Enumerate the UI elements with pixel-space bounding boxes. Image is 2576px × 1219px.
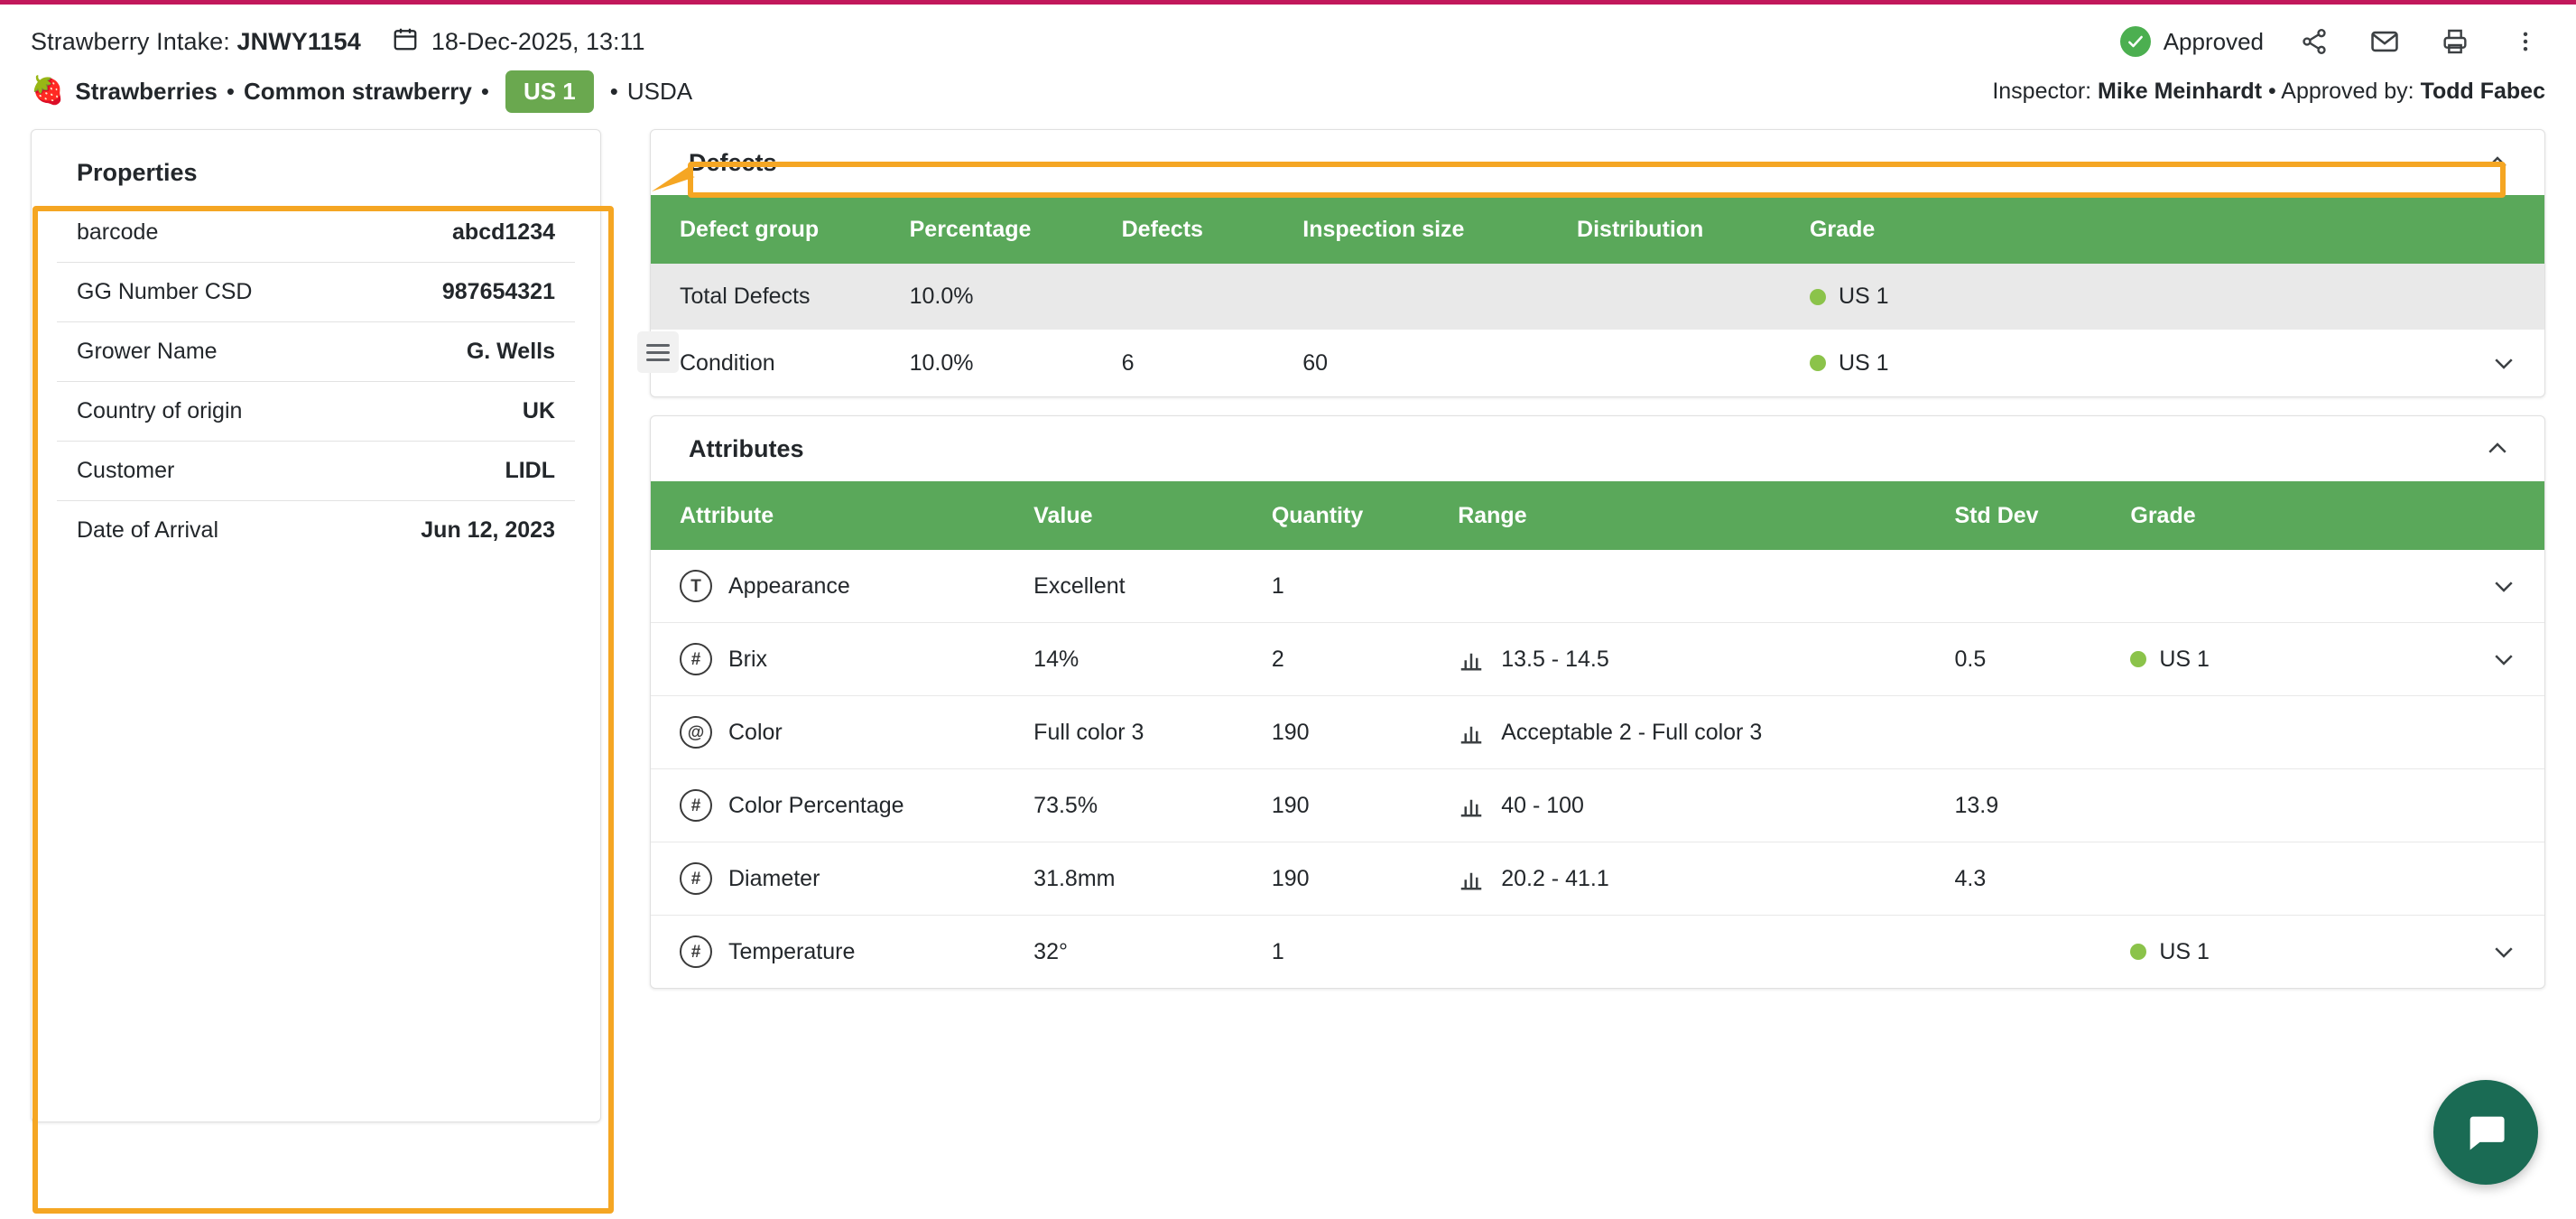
attribute-grade (2130, 916, 2389, 989)
attribute-quantity: 1 (1271, 938, 1284, 964)
attribute-stddev: 13.9 (1954, 769, 2130, 842)
check-icon (2120, 26, 2151, 57)
attribute-row-actions (2389, 623, 2544, 696)
attribute-type-icon: # (680, 862, 712, 895)
property-row (57, 322, 575, 382)
attribute-range: 20.2 - 41.1 (1501, 865, 1609, 891)
defect-count (1122, 264, 1303, 330)
attributes-col-stddev: Std Dev (1954, 481, 2130, 550)
attributes-title: Attributes (689, 434, 804, 462)
attribute-row-actions (2389, 550, 2544, 623)
attribute-name-cell (651, 842, 1033, 916)
chevron-up-icon[interactable] (2478, 429, 2517, 469)
chat-bubble-icon[interactable] (2433, 1080, 2538, 1185)
attribute-value: 73.5% (1033, 769, 1272, 842)
defects-col-distribution: Distribution (1577, 195, 1810, 264)
defects-col-actions (2389, 195, 2544, 264)
status-badge-label: Approved (2163, 27, 2264, 55)
property-value: abcd1234 (452, 219, 555, 245)
defect-distribution (1577, 264, 1810, 330)
attribute-range-cell (1458, 769, 1954, 842)
attribute-type-icon: # (680, 935, 712, 968)
defect-grade (1810, 330, 2389, 396)
defects-col-grade: Grade (1810, 195, 2389, 264)
attribute-name-cell (651, 696, 1033, 769)
property-value: LIDL (505, 458, 555, 483)
defect-inspection-size (1302, 264, 1577, 330)
attribute-range: Acceptable 2 - Full color 3 (1501, 719, 1763, 745)
inspection-date-text: 18-Dec-2025, 13:11 (431, 27, 645, 55)
page-title (31, 28, 361, 56)
chevron-down-icon[interactable] (2389, 646, 2544, 673)
breadcrumb (31, 66, 2545, 116)
chevron-down-icon[interactable] (2389, 572, 2544, 600)
inspector-info (1992, 79, 2545, 105)
main-content (0, 116, 2576, 1122)
defects-col-percentage: Percentage (910, 195, 1122, 264)
attribute-value: 31.8mm (1033, 842, 1272, 916)
strawberry-icon: 🍓 (31, 76, 65, 106)
approved-label: • Approved by: (2262, 78, 2421, 104)
attribute-grade (2130, 842, 2389, 916)
annotation-arrow (648, 161, 702, 219)
attributes-col-quantity: Quantity (1272, 481, 1458, 550)
attributes-col-value: Value (1033, 481, 1272, 550)
defect-grade-label: US 1 (1838, 284, 1889, 309)
right-column (650, 129, 2545, 1122)
table-row[interactable] (651, 916, 2544, 989)
defect-distribution (1577, 330, 1810, 396)
property-key: GG Number CSD (77, 279, 253, 304)
attribute-type-icon: T (680, 570, 712, 602)
attribute-value: 14% (1033, 623, 1272, 696)
property-value: UK (522, 398, 555, 423)
share-icon[interactable] (2294, 22, 2334, 61)
attribute-value: 32° (1033, 938, 1068, 964)
attribute-row-actions (2389, 769, 2544, 842)
attribute-range (1458, 550, 1954, 623)
print-icon[interactable] (2435, 22, 2475, 61)
defect-percentage: 10.0% (910, 264, 1122, 330)
defects-table (651, 195, 2544, 396)
attribute-quantity: 1 (1272, 550, 1458, 623)
chevron-down-icon[interactable] (2389, 349, 2544, 377)
attribute-name-cell (651, 623, 1033, 696)
header-primary-row (31, 21, 2545, 62)
table-row[interactable] (651, 623, 2544, 696)
attribute-stddev (1954, 550, 2130, 623)
table-row[interactable] (651, 842, 2544, 916)
attribute-range-cell (1458, 842, 1954, 916)
histogram-icon[interactable] (1458, 792, 1485, 819)
attribute-grade (2130, 696, 2389, 769)
property-value: Jun 12, 2023 (421, 517, 555, 543)
defects-col-size: Inspection size (1302, 195, 1577, 264)
histogram-icon[interactable] (1458, 646, 1485, 673)
chevron-down-icon[interactable] (2389, 938, 2544, 965)
property-row (57, 382, 575, 442)
drag-handle[interactable] (637, 331, 679, 373)
approver-name: Todd Fabec (2420, 78, 2545, 104)
property-key: Customer (77, 458, 175, 483)
defect-count: 6 (1121, 349, 1135, 376)
breadcrumb-sep-3: • (609, 77, 618, 105)
defect-grade-label: US 1 (1838, 349, 1889, 376)
attribute-name-cell (651, 550, 1033, 623)
defect-row-actions (2389, 264, 2544, 330)
attribute-name-cell (651, 916, 1033, 989)
attribute-grade (2130, 769, 2389, 842)
page-title-id: JNWY1154 (236, 27, 361, 55)
attribute-name: Temperature (728, 938, 856, 964)
defects-title: Defects (689, 148, 777, 176)
inspection-date (392, 25, 645, 59)
attributes-col-attribute: Attribute (651, 481, 1033, 550)
attribute-name: Brix (728, 646, 768, 672)
attributes-panel (650, 415, 2545, 989)
table-row[interactable] (651, 330, 2544, 396)
attributes-table-header-row (651, 481, 2544, 550)
mail-icon[interactable] (2365, 22, 2405, 61)
attribute-grade (2130, 550, 2389, 623)
property-key: Date of Arrival (77, 517, 219, 543)
grade-dot-icon (1810, 355, 1826, 371)
attribute-grade-label: US 1 (2159, 938, 2210, 964)
attribute-type-icon: @ (680, 716, 712, 749)
property-row (57, 263, 575, 322)
page-title-prefix: Strawberry Intake: (31, 27, 237, 55)
attribute-stddev (1954, 916, 2130, 989)
property-row (57, 203, 575, 263)
histogram-icon[interactable] (1458, 865, 1485, 892)
attribute-quantity: 190 (1272, 769, 1458, 842)
properties-title: Properties (77, 159, 198, 186)
property-row (57, 442, 575, 501)
attributes-col-grade: Grade (2130, 481, 2389, 550)
more-vertical-icon[interactable] (2506, 22, 2545, 61)
breadcrumb-commodity: Strawberries (75, 77, 218, 105)
attribute-name: Appearance (728, 572, 850, 599)
attribute-name: Color (728, 719, 783, 745)
attribute-range: 40 - 100 (1501, 792, 1584, 818)
attributes-table (651, 481, 2544, 988)
breadcrumb-sep-1: • (226, 77, 235, 105)
status-badge (2120, 26, 2264, 57)
property-key: Country of origin (77, 398, 243, 423)
defects-table-header-row (651, 195, 2544, 264)
table-row[interactable] (651, 264, 2544, 330)
attributes-col-actions (2389, 481, 2544, 550)
attribute-range (1458, 916, 1954, 989)
table-row[interactable] (651, 696, 2544, 769)
property-value: G. Wells (466, 339, 555, 364)
defect-inspection-size: 60 (1302, 349, 1329, 376)
attribute-range-cell (1458, 696, 1954, 769)
defects-col-defects: Defects (1122, 195, 1303, 264)
attribute-value: Full color 3 (1033, 696, 1272, 769)
attribute-row-actions (2389, 696, 2544, 769)
attribute-range-cell (1458, 623, 1954, 696)
attribute-grade (2130, 623, 2389, 696)
attribute-quantity: 2 (1272, 623, 1458, 696)
property-key: barcode (77, 219, 159, 245)
defect-row-actions (2389, 330, 2544, 396)
table-row[interactable] (651, 769, 2544, 842)
grade-badge[interactable]: US 1 (505, 70, 594, 113)
inspector-label: Inspector: (1992, 78, 2099, 104)
defect-group: Condition (680, 349, 775, 376)
defect-grade (1810, 264, 2389, 330)
defect-percentage: 10.0% (909, 349, 974, 376)
attribute-type-icon: # (680, 643, 712, 675)
breadcrumb-variety: Common strawberry (244, 77, 472, 105)
breadcrumb-standard: USDA (626, 77, 693, 105)
property-key: Grower Name (77, 339, 218, 364)
attributes-panel-header (651, 416, 2544, 481)
property-value: 987654321 (441, 279, 555, 304)
attribute-grade-label: US 1 (2159, 646, 2210, 672)
attribute-quantity: 190 (1272, 842, 1458, 916)
defects-col-group: Defect group (651, 195, 910, 264)
attribute-row-actions (2389, 916, 2544, 989)
table-row[interactable] (651, 550, 2544, 623)
calendar-icon (392, 25, 419, 59)
attribute-name: Color Percentage (728, 792, 904, 818)
attribute-name-cell (651, 769, 1033, 842)
annotation-highlight-top (688, 162, 2506, 198)
grade-dot-icon (1810, 289, 1826, 305)
grade-dot-icon (2130, 651, 2146, 667)
page-header (0, 5, 2576, 116)
attribute-stddev (1954, 696, 2130, 769)
attribute-name: Diameter (728, 865, 820, 891)
defect-group: Total Defects (651, 264, 910, 330)
header-actions (2120, 22, 2545, 61)
attribute-stddev: 4.3 (1954, 842, 2130, 916)
properties-panel (31, 129, 601, 1122)
attribute-type-icon: # (680, 789, 712, 822)
attribute-range: 13.5 - 14.5 (1501, 646, 1609, 672)
histogram-icon[interactable] (1458, 719, 1485, 746)
attributes-col-range: Range (1458, 481, 1954, 550)
attribute-stddev: 0.5 (1954, 623, 2130, 696)
inspector-name: Mike Meinhardt (2098, 78, 2263, 104)
breadcrumb-sep-2: • (480, 77, 489, 105)
property-row (57, 501, 575, 560)
attribute-value: Excellent (1033, 550, 1272, 623)
attribute-row-actions (2389, 842, 2544, 916)
attribute-quantity: 190 (1272, 696, 1458, 769)
grade-dot-icon (2130, 944, 2146, 960)
